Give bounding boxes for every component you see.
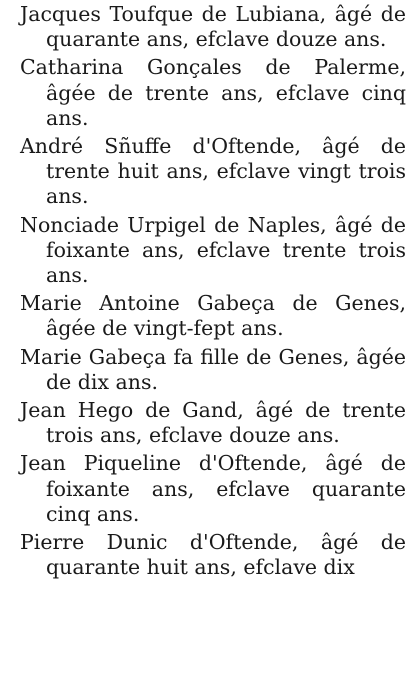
captive-entry: Jacques Toufque de Lubiana, âgé de quarante ans, efclave douze ans. bbox=[20, 2, 406, 52]
captive-entry: Marie Antoine Gabeça de Genes, âgée de vingt-fept ans. bbox=[20, 291, 406, 341]
captive-entry: Pierre Dunic d'Oftende, âgé de quarante huit ans, efclave dix bbox=[20, 530, 406, 580]
captive-entry: Jean Piqueline d'Oftende, âgé de foixante ans, efclave quarante cinq ans. bbox=[20, 451, 406, 526]
cut-off-text-line bbox=[46, 668, 376, 675]
captive-entry: Jean Hego de Gand, âgé de trente trois ans, efclave douze ans. bbox=[20, 398, 406, 448]
captive-entry: Marie Gabeça fa fille de Genes, âgée de dix ans. bbox=[20, 344, 406, 394]
captive-entry: André Sñuffe d'Oftende, âgé de trente huit ans, efclave vingt trois ans. bbox=[20, 134, 406, 209]
captive-entry: Catharina Gonçales de Palerme, âgée de trente ans, efclave cinq ans. bbox=[20, 55, 406, 130]
captive-entry: Nonciade Urpigel de Naples, âgé de foixante ans, efclave trente trois ans. bbox=[20, 212, 406, 288]
